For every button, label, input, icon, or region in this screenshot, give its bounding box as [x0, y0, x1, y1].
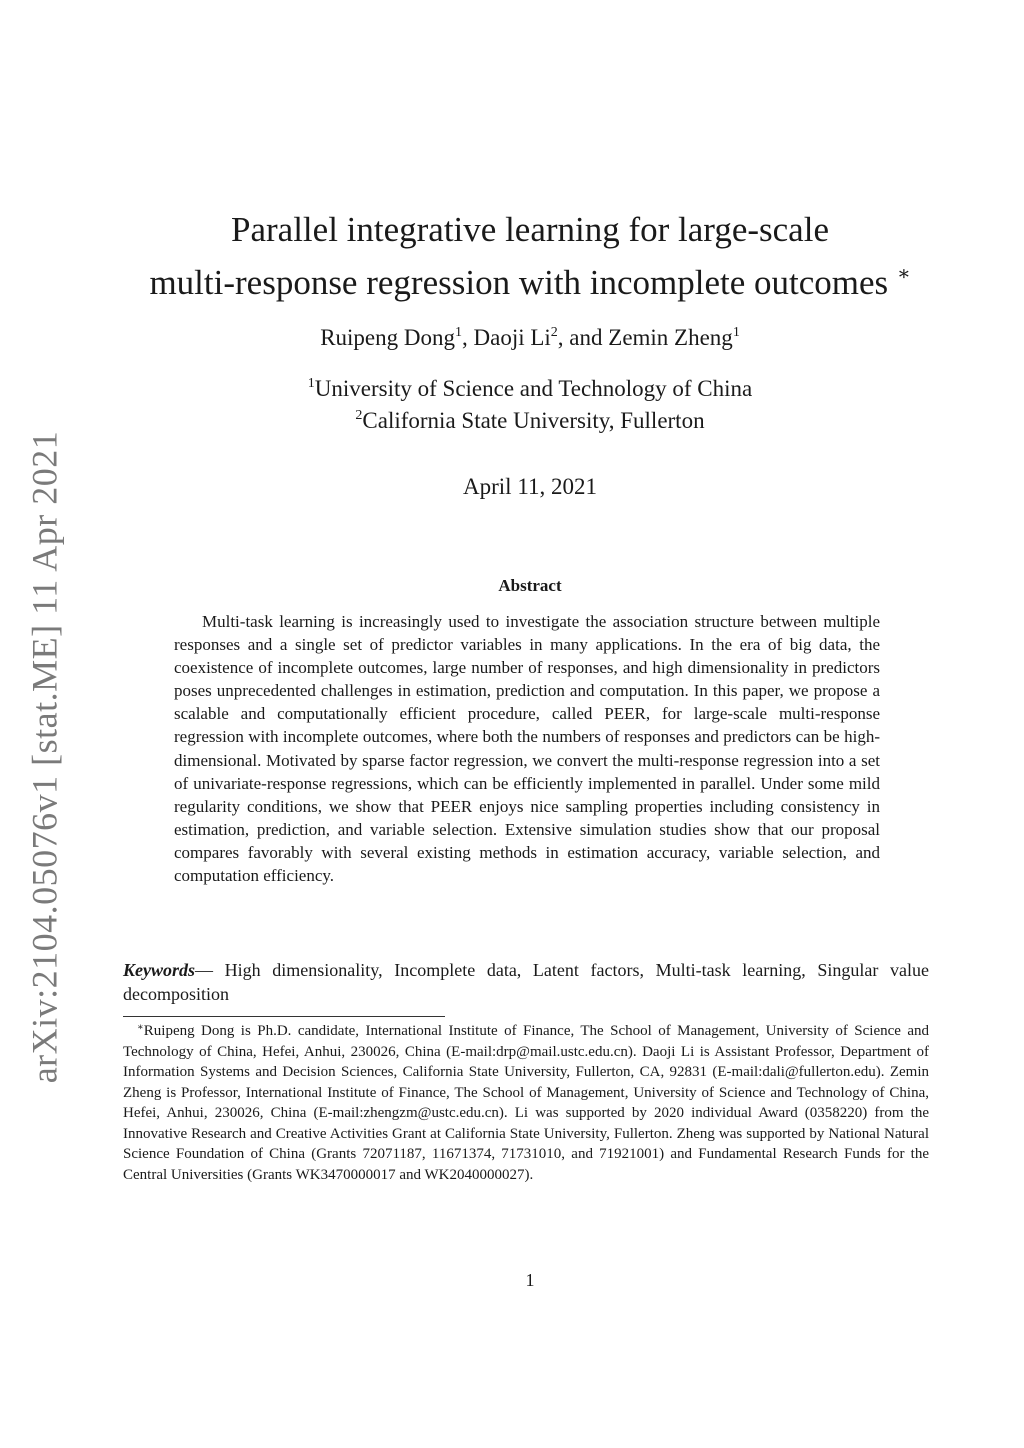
keywords-label: Keywords	[123, 960, 195, 980]
affiliation-name: University of Science and Technology of China	[314, 376, 753, 401]
affiliation-mark: 2	[355, 408, 363, 423]
affiliation-line	[120, 373, 940, 405]
footnote-text: Ruipeng Dong is Ph.D. candidate, International Institute of Finance, The School of Management, University of Science and Technology of China, Hefei, Anhui, 230026, China (E-mail:drp@mail.ustc.edu.cn). Daoji Li is Assistant Professor, Department of Information Systems and Decision Sciences, California State University, Fullerton, CA, 92831 (E-mail:dali@fullerton.edu). Zemin Zheng is Professor, International Institute of Finance, The School of Management, University of Science and Technology of China, Hefei, Anhui, 230026, China (E-mail:zhengzm@ustc.edu.cn). Li was supported by 2020 individual Award (0358220) from the Innovative Research and Creative Activities Grant at California State University, Fullerton. Zheng was supported by National Natural Science Foundation of China (Grants 72071187, 11671374, 71731010, and 71921001) and Fundamental Research Funds for the Central Universities (Grants WK3470000017 and WK2040000027).	[123, 1023, 929, 1183]
author-affiliation-mark: 1	[732, 325, 740, 340]
affiliation-list	[120, 373, 940, 437]
title-line-2-text: multi-response regression with incomplete outcomes	[149, 263, 889, 302]
keywords-text: High dimensionality, Incomplete data, Latent factors, Multi-task learning, Singular value decomposition	[123, 960, 929, 1004]
author-affiliation-mark: 1	[455, 325, 462, 340]
author-name: Ruipeng Dong	[320, 325, 455, 350]
author-name: Daoji Li	[473, 325, 551, 350]
footnote-marker: ∗	[137, 1022, 144, 1033]
author-footnote	[123, 1021, 929, 1185]
author-separator: ,	[462, 325, 474, 350]
abstract-text: Multi-task learning is increasingly used to investigate the association structure between multiple responses and a single set of predictor variables in many applications. In the era of big data, the coexistence of incomplete outcomes, large number of responses, and high dimensionality in predictors poses unprecedented challenges in estimation, prediction and computation. In this paper, we propose a scalable and computationally efficient procedure, called PEER, for large-scale multi-response regression with incomplete outcomes, where both the numbers of responses and predictors can be high-dimensional. Motivated by sparse factor regression, we convert the multi-response regression into a set of univariate-response regressions, which can be efficiently implemented in parallel. Under some mild regularity conditions, we show that PEER enjoys nice sampling properties including consistency in estimation, prediction, and variable selection. Extensive simulation studies show that our proposal compares favorably with several existing methods in estimation accuracy, variable selection, and computation efficiency.	[174, 612, 880, 886]
title-footnote-marker: ∗	[896, 263, 911, 285]
abstract-heading: Abstract	[498, 576, 562, 595]
author-separator: , and	[557, 325, 609, 350]
arxiv-identifier-text: arXiv:2104.05076v1 [stat.ME] 11 Apr 2021	[24, 430, 65, 1084]
affiliation-mark: 1	[307, 376, 315, 391]
footnote-divider	[123, 1016, 445, 1017]
affiliation-line	[120, 405, 940, 437]
paper-title	[120, 208, 940, 305]
author-list	[120, 324, 940, 352]
author-affiliation-mark: 2	[550, 325, 558, 340]
arxiv-identifier-stamp	[22, 430, 66, 1084]
publication-date: April 11, 2021	[463, 474, 597, 499]
keywords-dash: —	[195, 960, 225, 980]
title-line-2	[120, 252, 940, 305]
affiliation-name: California State University, Fullerton	[362, 408, 705, 433]
title-line-1: Parallel integrative learning for large-scale	[231, 210, 829, 249]
author-name: Zemin Zheng	[608, 325, 733, 350]
keywords-paragraph	[123, 958, 929, 1006]
page-number: 1	[525, 1270, 535, 1290]
